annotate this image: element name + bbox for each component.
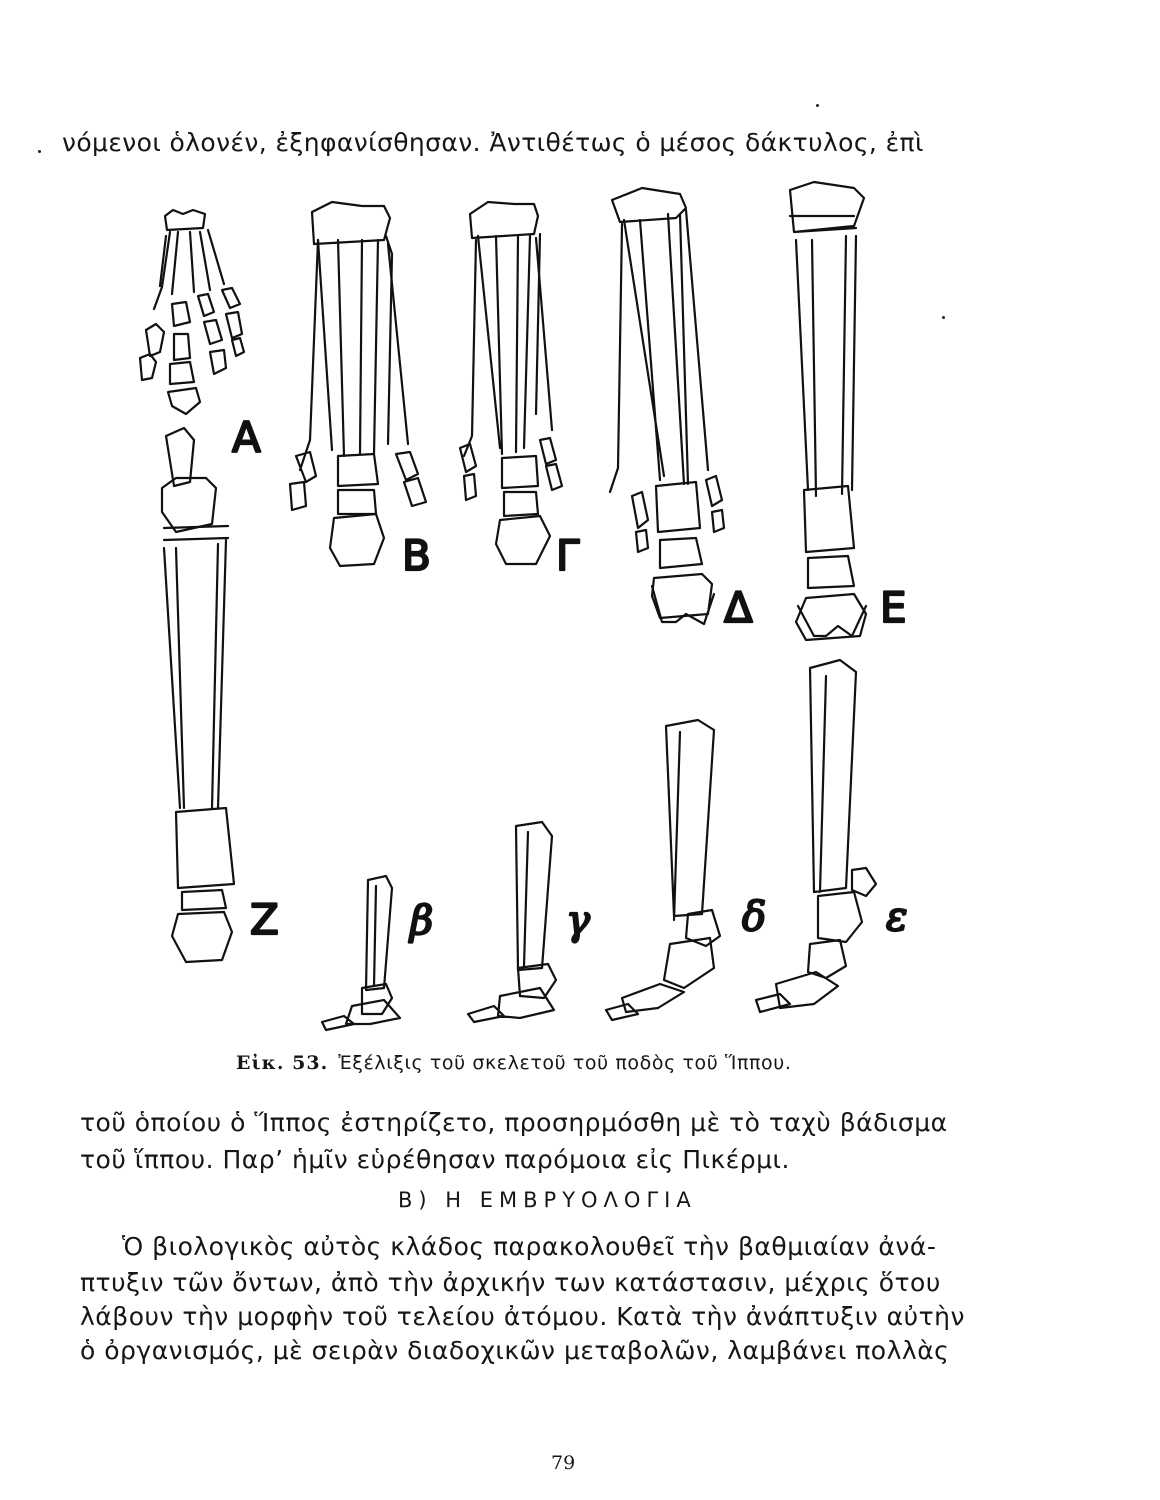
paragraph-2-line-3: λάβουν τὴν μορφὴν τοῦ τελείου ἀτόμου. Κατὰ τὴν ἀνάπτυξιν αὐτὴν	[80, 1302, 965, 1331]
page-number: 79	[551, 1452, 576, 1474]
figure-label-z: Ζ	[250, 895, 279, 944]
leg-skeleton-d-small	[606, 720, 720, 1020]
figure-label-d-small: δ	[742, 894, 767, 940]
foot-skeleton-d	[610, 188, 724, 624]
figure-caption-text: Ἐξέλιξις τοῦ σκελετοῦ τοῦ ποδὸς τοῦ Ἵππου.	[338, 1052, 792, 1074]
figure-caption-number: Εἰκ. 53.	[236, 1052, 329, 1074]
figure-label-b-small: β	[410, 898, 434, 944]
section-heading: Β) Η ΕΜΒΡΥΟΛΟΓΙΑ	[398, 1188, 697, 1212]
foot-skeleton-b	[290, 202, 426, 566]
figure-caption	[236, 1052, 792, 1074]
leg-skeleton-e-small	[756, 660, 876, 1012]
figure-label-g-small: γ	[566, 898, 590, 944]
scan-speck	[942, 316, 945, 319]
figure-label-a: Α	[232, 413, 261, 462]
paragraph-1-line-1: τοῦ ὁποίου ὁ Ἵππος ἐστηρίζετο, προσηρμόσθη μὲ τὸ ταχὺ βάδισμα	[80, 1108, 948, 1137]
foot-skeleton-a	[140, 210, 244, 414]
leg-skeleton-b-small	[322, 876, 400, 1030]
figure-label-b: Β	[402, 531, 431, 580]
scan-speck	[816, 104, 819, 107]
foot-skeleton-g	[460, 202, 562, 564]
foot-skeleton-z	[162, 428, 234, 962]
foot-skeleton-e	[790, 182, 866, 640]
figure-label-d: Δ	[724, 583, 753, 632]
paragraph-2-line-2: πτυξιν τῶν ὄντων, ἀπὸ τὴν ἀρχικήν των κατάστασιν, μέχρις ὅτου	[80, 1268, 941, 1297]
paragraph-2-line-1: Ὁ βιολογικὸς αὐτὸς κλάδος παρακολουθεῖ τὴν βαθμιαίαν ἀνά-	[122, 1232, 937, 1261]
top-text-line: νόμενοι ὁλονέν, ἐξηφανίσθησαν. Ἀντιθέτως ὁ μέσος δάκτυλος, ἐπὶ	[62, 128, 924, 157]
figure-label-e: Ε	[880, 583, 907, 632]
leg-skeleton-g-small	[468, 822, 556, 1022]
paragraph-1-line-2: τοῦ ἵππου. Παρ’ ἡμῖν εὑρέθησαν παρόμοια εἰς Πικέρμι.	[80, 1145, 790, 1174]
paragraph-2-line-4: ὁ ὀργανισμός, μὲ σειρὰν διαδοχικῶν μεταβολῶν, λαμβάνει πολλὰς	[80, 1336, 950, 1365]
figure-label-e-small: ε	[886, 894, 908, 940]
scan-speck	[38, 150, 41, 153]
figure-label-g: Γ	[556, 531, 580, 580]
